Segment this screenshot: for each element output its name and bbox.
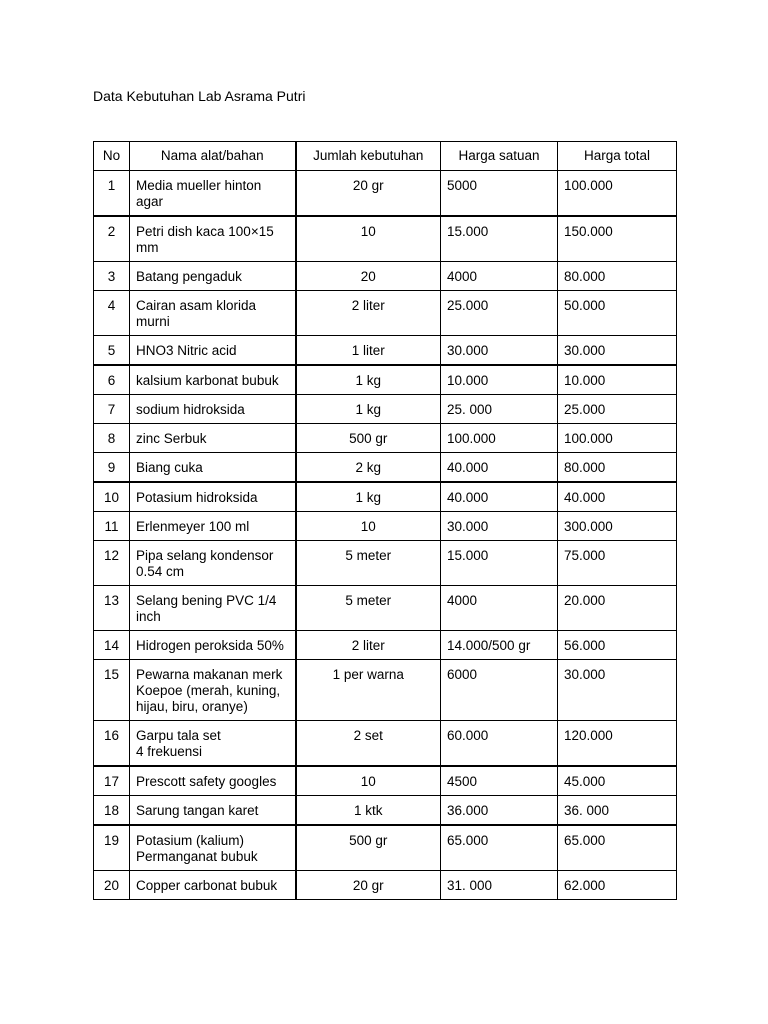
table-row <box>94 482 677 512</box>
cell-total-price: 80.000 <box>558 453 677 483</box>
cell-unit-price: 40.000 <box>441 482 558 512</box>
cell-no: 9 <box>94 453 130 483</box>
cell-name: Hidrogen peroksida 50% <box>130 631 296 660</box>
cell-name: Pewarna makanan merk Koepoe (merah, kuning, hijau, biru, oranye) <box>130 660 296 721</box>
table-row <box>94 871 677 900</box>
cell-total-price: 300.000 <box>558 512 677 541</box>
cell-unit-price: 4500 <box>441 766 558 796</box>
cell-no: 16 <box>94 721 130 767</box>
header-total-price: Harga total <box>558 142 677 171</box>
cell-qty: 5 meter <box>296 541 441 586</box>
table-row <box>94 512 677 541</box>
table-body <box>94 171 677 900</box>
cell-qty: 1 liter <box>296 336 441 366</box>
table-row <box>94 453 677 483</box>
cell-qty: 2 kg <box>296 453 441 483</box>
document-title: Data Kebutuhan Lab Asrama Putri <box>93 88 306 104</box>
cell-unit-price: 31. 000 <box>441 871 558 900</box>
table-row <box>94 721 677 767</box>
cell-name: Garpu tala set 4 frekuensi <box>130 721 296 767</box>
cell-no: 10 <box>94 482 130 512</box>
cell-name: Biang cuka <box>130 453 296 483</box>
cell-total-price: 50.000 <box>558 291 677 336</box>
cell-total-price: 45.000 <box>558 766 677 796</box>
cell-qty: 1 ktk <box>296 796 441 826</box>
cell-qty: 20 <box>296 262 441 291</box>
table-row <box>94 262 677 291</box>
cell-no: 18 <box>94 796 130 826</box>
cell-name: Media mueller hinton agar <box>130 171 296 217</box>
header-no: No <box>94 142 130 171</box>
cell-qty: 10 <box>296 512 441 541</box>
table-row <box>94 660 677 721</box>
cell-total-price: 150.000 <box>558 216 677 262</box>
cell-total-price: 40.000 <box>558 482 677 512</box>
cell-name: Copper carbonat bubuk <box>130 871 296 900</box>
cell-qty: 1 per warna <box>296 660 441 721</box>
table-row <box>94 365 677 395</box>
cell-total-price: 120.000 <box>558 721 677 767</box>
cell-unit-price: 14.000/500 gr <box>441 631 558 660</box>
cell-qty: 1 kg <box>296 395 441 424</box>
cell-name: Erlenmeyer 100 ml <box>130 512 296 541</box>
cell-qty: 20 gr <box>296 871 441 900</box>
cell-unit-price: 100.000 <box>441 424 558 453</box>
cell-total-price: 75.000 <box>558 541 677 586</box>
cell-unit-price: 40.000 <box>441 453 558 483</box>
cell-no: 13 <box>94 586 130 631</box>
header-qty: Jumlah kebutuhan <box>296 142 441 171</box>
cell-name: Potasium (kalium) Permanganat bubuk <box>130 825 296 871</box>
table-row <box>94 631 677 660</box>
cell-no: 12 <box>94 541 130 586</box>
cell-qty: 10 <box>296 766 441 796</box>
cell-name: Cairan asam klorida murni <box>130 291 296 336</box>
table-row <box>94 291 677 336</box>
cell-unit-price: 25.000 <box>441 291 558 336</box>
cell-no: 1 <box>94 171 130 217</box>
cell-no: 20 <box>94 871 130 900</box>
cell-no: 5 <box>94 336 130 366</box>
cell-unit-price: 36.000 <box>441 796 558 826</box>
cell-unit-price: 10.000 <box>441 365 558 395</box>
table-row <box>94 216 677 262</box>
table-row <box>94 171 677 217</box>
cell-total-price: 36. 000 <box>558 796 677 826</box>
table-header-row <box>94 142 677 171</box>
cell-unit-price: 5000 <box>441 171 558 217</box>
table-row <box>94 586 677 631</box>
cell-total-price: 20.000 <box>558 586 677 631</box>
cell-unit-price: 25. 000 <box>441 395 558 424</box>
cell-name: Sarung tangan karet <box>130 796 296 826</box>
cell-no: 4 <box>94 291 130 336</box>
cell-unit-price: 6000 <box>441 660 558 721</box>
cell-qty: 500 gr <box>296 825 441 871</box>
cell-unit-price: 65.000 <box>441 825 558 871</box>
table-row <box>94 336 677 366</box>
cell-name: sodium hidroksida <box>130 395 296 424</box>
cell-unit-price: 30.000 <box>441 336 558 366</box>
table-row <box>94 825 677 871</box>
cell-no: 8 <box>94 424 130 453</box>
cell-total-price: 100.000 <box>558 424 677 453</box>
cell-no: 14 <box>94 631 130 660</box>
cell-name: HNO3 Nitric acid <box>130 336 296 366</box>
cell-name: Pipa selang kondensor 0.54 cm <box>130 541 296 586</box>
cell-unit-price: 60.000 <box>441 721 558 767</box>
cell-no: 6 <box>94 365 130 395</box>
cell-qty: 500 gr <box>296 424 441 453</box>
table-row <box>94 424 677 453</box>
header-name: Nama alat/bahan <box>130 142 296 171</box>
cell-name: kalsium karbonat bubuk <box>130 365 296 395</box>
cell-total-price: 30.000 <box>558 660 677 721</box>
cell-total-price: 56.000 <box>558 631 677 660</box>
table-row <box>94 766 677 796</box>
cell-no: 15 <box>94 660 130 721</box>
cell-no: 19 <box>94 825 130 871</box>
cell-qty: 10 <box>296 216 441 262</box>
cell-name: Batang pengaduk <box>130 262 296 291</box>
cell-unit-price: 4000 <box>441 262 558 291</box>
cell-unit-price: 30.000 <box>441 512 558 541</box>
cell-unit-price: 15.000 <box>441 216 558 262</box>
cell-name: Potasium hidroksida <box>130 482 296 512</box>
cell-name: Prescott safety googles <box>130 766 296 796</box>
cell-qty: 1 kg <box>296 365 441 395</box>
needs-table <box>93 141 677 900</box>
cell-name: Petri dish kaca 100×15 mm <box>130 216 296 262</box>
cell-total-price: 10.000 <box>558 365 677 395</box>
table-row <box>94 796 677 826</box>
cell-no: 2 <box>94 216 130 262</box>
table-row <box>94 541 677 586</box>
cell-unit-price: 4000 <box>441 586 558 631</box>
cell-qty: 5 meter <box>296 586 441 631</box>
header-unit-price: Harga satuan <box>441 142 558 171</box>
cell-no: 7 <box>94 395 130 424</box>
cell-no: 3 <box>94 262 130 291</box>
cell-no: 17 <box>94 766 130 796</box>
cell-qty: 20 gr <box>296 171 441 217</box>
cell-total-price: 30.000 <box>558 336 677 366</box>
cell-no: 11 <box>94 512 130 541</box>
cell-qty: 2 liter <box>296 631 441 660</box>
cell-qty: 2 set <box>296 721 441 767</box>
cell-name: Selang bening PVC 1/4 inch <box>130 586 296 631</box>
cell-total-price: 80.000 <box>558 262 677 291</box>
cell-name: zinc Serbuk <box>130 424 296 453</box>
cell-qty: 1 kg <box>296 482 441 512</box>
cell-qty: 2 liter <box>296 291 441 336</box>
cell-total-price: 65.000 <box>558 825 677 871</box>
cell-total-price: 62.000 <box>558 871 677 900</box>
cell-unit-price: 15.000 <box>441 541 558 586</box>
table-row <box>94 395 677 424</box>
cell-total-price: 25.000 <box>558 395 677 424</box>
cell-total-price: 100.000 <box>558 171 677 217</box>
